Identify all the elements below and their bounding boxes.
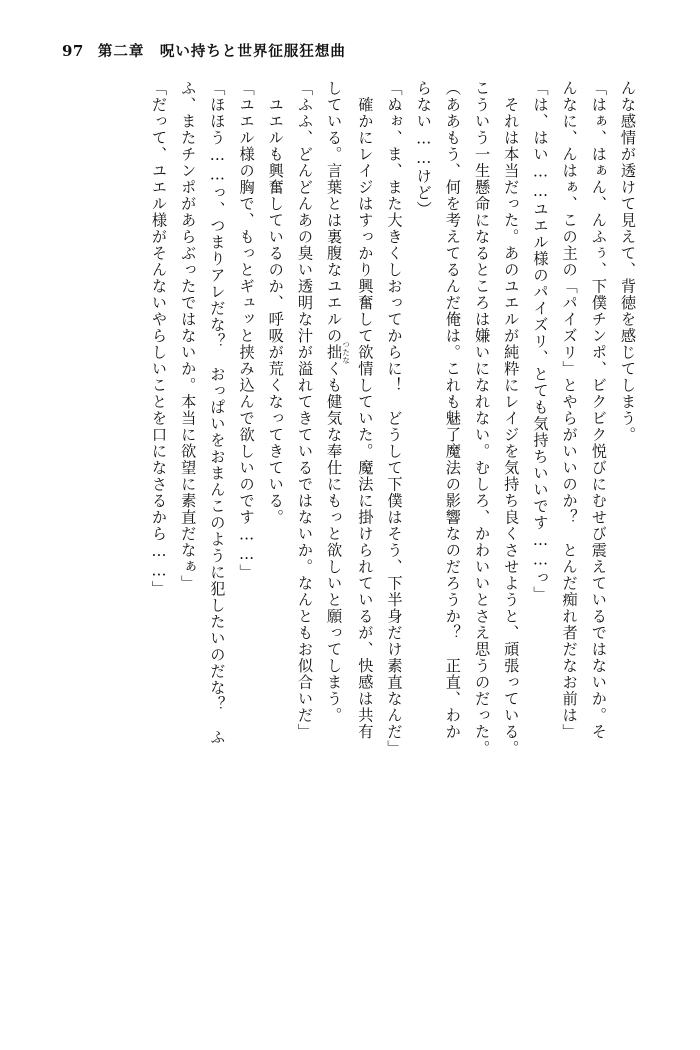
- text-line: ユエルも興奮しているのか、呼吸が荒くなってきている。: [266, 80, 285, 526]
- text-line: んなに、んはぁ、この主の「パイズリ」とやらがいいのか？ とんだ痴れ者だなお前は」: [560, 80, 579, 740]
- body-text-area: [58, 80, 642, 1006]
- chapter-title: 第二章 呪い持ちと世界征服狂想曲: [97, 43, 346, 60]
- vertical-text-block: [144, 80, 642, 1006]
- page-header: [62, 40, 638, 68]
- text-line: ふ、またチンポがあらぶったではないか。本当に欲望に素直だなぁ」: [179, 80, 198, 592]
- text-line: 「ユエル様の胸で、もっとギュッと挟み込んで欲しいのです……」: [237, 80, 256, 581]
- text-line: 「ふふ、どんどんあの臭い透明な汁が溢れてきているではないか。なんともお似合いだ」: [295, 80, 314, 740]
- text-line: 「はぁ、はぁん、んふぅ、下僕チンポ、ビクビク悦びにむせび震えているではないか。そ: [589, 80, 608, 740]
- text-line: 「ぬぉ、ま、また大きくしおってからに！ どうして下僕はそう、下半身だけ素直なんだ」: [385, 80, 404, 757]
- page-number: 97: [62, 42, 84, 60]
- text-line: 確かにレイジはすっかり興奮して欲情していた。魔法に掛けられているが、快感は共有: [356, 80, 375, 740]
- text-line: 「だって、ユエル様がそんないやらしいことを口になさるから……」: [150, 80, 168, 598]
- text-line: らない……けど）: [414, 80, 433, 218]
- text-line: （ああもう、何を考えてるんだ俺は。これも魅了魔法の影響なのだろうか？ 正直、わか: [443, 80, 462, 740]
- text-line: それは本当だった。あのユエルが純粋にレイジを気持ち良くさせようと、頑張っている。: [502, 80, 521, 757]
- text-line: んな感情が透けて見えて、背徳を感じてしまう。: [619, 80, 637, 443]
- text-line: 「は、はい……ユエル様のパイズリ、とても気持ちいいです……っ」: [531, 80, 550, 603]
- text-line-with-ruby: している。言葉とは裏腹なユエルの拙つたなくも健気な奉仕にもっと欲しいと願ってしまう。: [325, 80, 351, 724]
- text-line: こういう一生懸命になるところは嫌いになれない。むしろ、かわいいとさえ思うのだった。: [473, 80, 492, 757]
- text-line: 「ほほう……っ、つまりアレだな？ おっぱいをおまんこのように犯したいのだな？ ふ: [208, 80, 227, 746]
